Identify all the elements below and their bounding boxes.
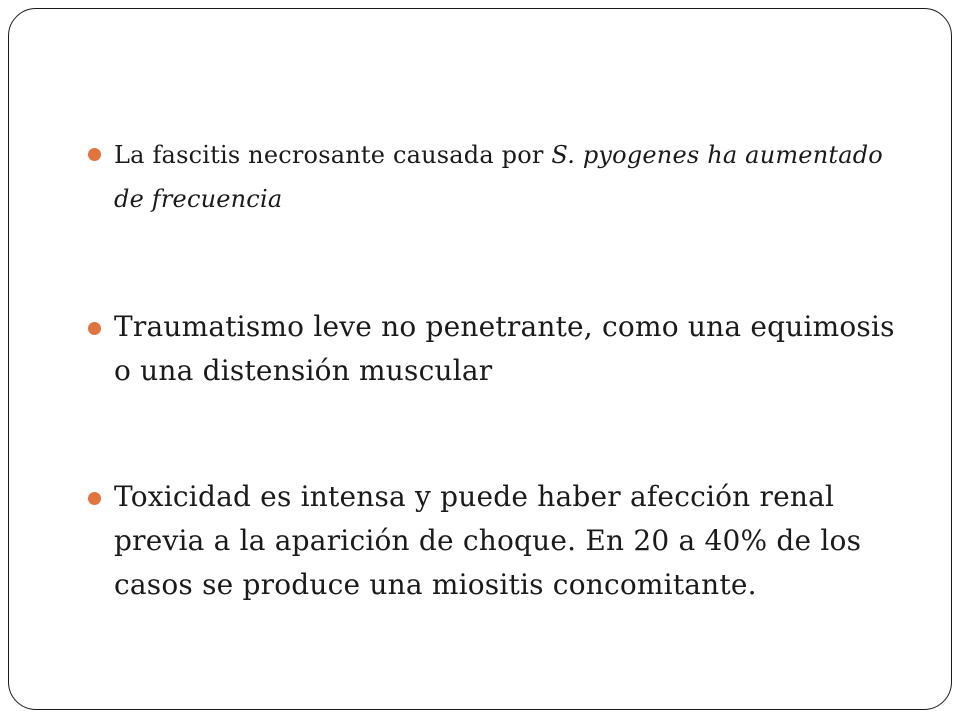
bullet-dot-icon: [88, 492, 101, 505]
bullet-text-italic: S. pyogenes ha aumentado de frecuencia: [114, 141, 883, 213]
bullet-item: [114, 133, 914, 221]
bullet-list: [9, 9, 951, 709]
bullet-item: [114, 475, 914, 607]
bullet-text-plain: La fascitis necrosante causada por: [114, 141, 552, 169]
slide-frame: [8, 8, 952, 710]
bullet-dot-icon: [88, 148, 101, 161]
bullet-text: Toxicidad es intensa y puede haber afección renal previa a la aparición de choque. En 20 a 40% de los casos se produce una miositis concomitante.: [114, 480, 862, 601]
bullet-item: [114, 305, 914, 393]
bullet-dot-icon: [88, 322, 101, 335]
bullet-text: Traumatismo leve no penetrante, como una equimosis o una distensión muscular: [114, 310, 895, 387]
